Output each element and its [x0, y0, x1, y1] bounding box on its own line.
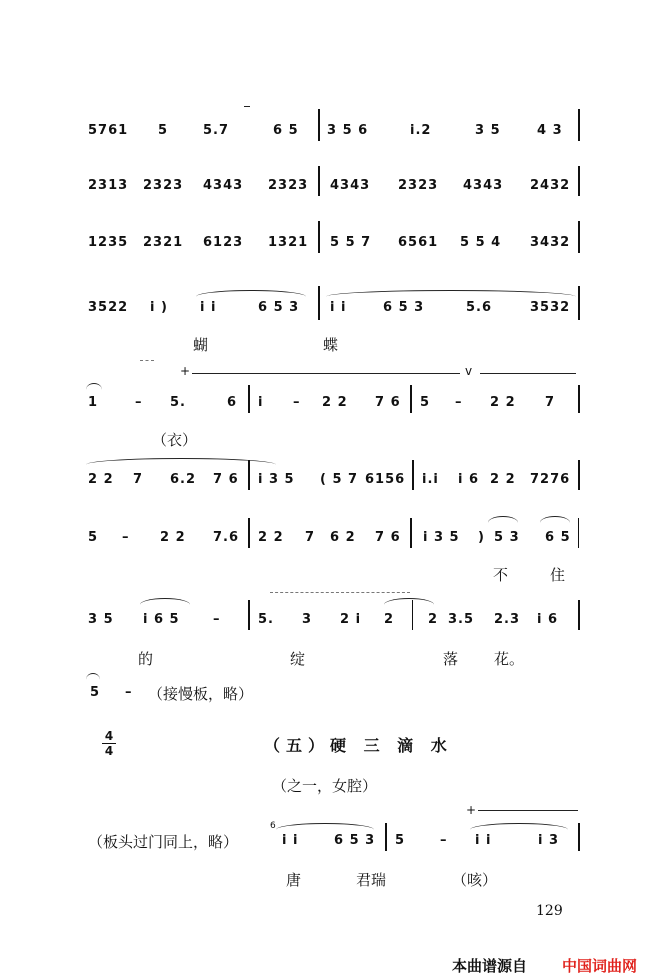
- note-group: 5.6: [466, 300, 493, 315]
- note-group: 3: [302, 612, 313, 627]
- note-group: –: [135, 395, 143, 410]
- note-group: 6 2: [330, 530, 356, 545]
- barline: [578, 166, 580, 196]
- note-group: 3 5 6: [327, 123, 369, 138]
- note-group: 3.5: [448, 612, 475, 627]
- note-group: 4343: [203, 178, 244, 193]
- barline: [578, 109, 580, 141]
- barline: [412, 600, 413, 630]
- slur-mark: [470, 823, 568, 831]
- note-group: i i: [475, 833, 492, 848]
- note-group: 7.6: [213, 530, 240, 545]
- note-group: 6 5 3: [383, 300, 425, 315]
- note-group: ): [478, 530, 485, 545]
- note-group: 2321: [143, 235, 184, 250]
- barline: [578, 518, 579, 548]
- note-group: 6: [227, 395, 238, 410]
- barline: [410, 518, 412, 548]
- note-group: 6.2: [170, 472, 197, 487]
- note-group: i ): [150, 300, 168, 315]
- note-group: 6 5: [273, 123, 299, 138]
- lyric: （咳）: [452, 871, 498, 889]
- note-group: 2323: [398, 178, 439, 193]
- note-group: 5.: [258, 612, 274, 627]
- note-group: 2 2: [88, 472, 114, 487]
- note-group: –: [440, 833, 448, 848]
- section-subtitle: （之一，女腔）: [272, 777, 378, 795]
- breath-mark: +: [466, 803, 477, 817]
- slur-mark: [86, 673, 100, 681]
- note-group: i 6: [458, 472, 480, 487]
- note-group: 5: [88, 530, 99, 545]
- note-group: 3532: [530, 300, 571, 315]
- lyric: 落: [443, 650, 459, 668]
- note-group: –: [455, 395, 463, 410]
- note-group: 2323: [143, 178, 184, 193]
- note-group: 7 6: [375, 530, 401, 545]
- score-row-5: [0, 395, 660, 449]
- lyric: 蝶: [323, 336, 339, 354]
- note-group: i 3 5: [423, 530, 460, 545]
- note-group: 4343: [330, 178, 371, 193]
- score-row-1: [0, 123, 660, 163]
- note-group: 1235: [88, 235, 129, 250]
- lyric: （衣）: [152, 431, 198, 449]
- note-group: –: [125, 685, 133, 700]
- score-row-6: [0, 472, 660, 512]
- note-group: 2: [384, 612, 395, 627]
- barline: [248, 518, 250, 548]
- extension-line: [478, 810, 578, 811]
- note-group: 2: [428, 612, 439, 627]
- note-group: 1321: [268, 235, 309, 250]
- barline: [318, 221, 320, 253]
- note-group: 6156: [365, 472, 406, 487]
- slur-mark: [384, 598, 434, 606]
- time-signature: [102, 730, 116, 757]
- note-group: 5.7: [203, 123, 230, 138]
- footer-site-link[interactable]: 中国词曲网: [562, 957, 638, 975]
- lyric: 住: [550, 566, 566, 584]
- slur-mark: [196, 290, 306, 298]
- note-group: 5.: [170, 395, 186, 410]
- note-group: i 6 5: [143, 612, 180, 627]
- note-group: 2 i: [340, 612, 362, 627]
- note-group: 2.3: [494, 612, 521, 627]
- barline: [412, 460, 414, 490]
- dash-mark: [270, 592, 410, 593]
- barline: [248, 385, 250, 413]
- lyric: 唐: [286, 871, 302, 889]
- note-group: 5: [420, 395, 431, 410]
- note-group: 1: [88, 395, 99, 410]
- lyric: 绽: [290, 650, 306, 668]
- dash-mark: [140, 360, 154, 361]
- note-group: 3432: [530, 235, 571, 250]
- barline: [318, 109, 320, 141]
- section-title: （五）硬 三 滴 水: [264, 736, 453, 755]
- note-group: i i: [200, 300, 217, 315]
- note-group: 6561: [398, 235, 439, 250]
- score-row-3: [0, 235, 660, 275]
- note-group: 5761: [88, 123, 129, 138]
- note-group: 2432: [530, 178, 571, 193]
- note-group: 2 2: [322, 395, 348, 410]
- note-group: 5 5 7: [330, 235, 372, 250]
- note-group: ( 5 7: [320, 472, 359, 487]
- note-group: i.i: [422, 472, 439, 487]
- note-group: 6123: [203, 235, 244, 250]
- note-group: 3 5: [475, 123, 501, 138]
- note-group: 5: [158, 123, 169, 138]
- lyric: 的: [138, 650, 154, 668]
- slur-mark: [276, 823, 374, 831]
- ink-mark: [244, 106, 250, 107]
- grace-note: 6: [270, 821, 276, 831]
- note-group: 2 2: [490, 472, 516, 487]
- note-group: 7 6: [375, 395, 401, 410]
- extension-line: [480, 373, 576, 374]
- score-row-9: [0, 685, 660, 725]
- slur-mark: [326, 290, 576, 298]
- note-group: 4 3: [537, 123, 563, 138]
- score-row-4: [0, 300, 660, 354]
- barline: [578, 286, 580, 320]
- note-group: –: [122, 530, 130, 545]
- barline: [318, 286, 320, 320]
- note-group: 2313: [88, 178, 129, 193]
- footer-source-text: 本曲谱源自: [452, 957, 528, 975]
- note-group: 7: [545, 395, 556, 410]
- barline: [248, 460, 250, 490]
- breath-mark: +: [180, 364, 191, 378]
- note-group: i 6: [537, 612, 559, 627]
- lyric: 蝴: [193, 336, 209, 354]
- note-group: –: [213, 612, 221, 627]
- barline: [578, 600, 580, 630]
- note-group: 3 5: [88, 612, 114, 627]
- slur-mark: [488, 516, 518, 524]
- note-group: 3522: [88, 300, 129, 315]
- note-group: i 3: [538, 833, 560, 848]
- note-group: 2 2: [160, 530, 186, 545]
- score-row-7: [0, 530, 660, 584]
- note-group: i 3 5: [258, 472, 295, 487]
- extension-line: [192, 373, 460, 374]
- note-group: 5 3: [494, 530, 520, 545]
- barline: [410, 385, 412, 413]
- score-row-2: [0, 178, 660, 218]
- time-signature-top: 4: [104, 729, 114, 743]
- lyric: 君瑞: [356, 871, 387, 889]
- note-group: 5: [395, 833, 406, 848]
- lyric: 花。: [494, 650, 525, 668]
- barline: [578, 823, 580, 851]
- note-group: i.2: [410, 123, 432, 138]
- note-group: 6 5 3: [258, 300, 300, 315]
- barline: [578, 385, 580, 413]
- breath-mark: v: [465, 364, 473, 378]
- note-group: 5: [90, 685, 101, 700]
- page-number: 129: [536, 903, 563, 919]
- note-group: 2 2: [490, 395, 516, 410]
- note-group: i i: [330, 300, 347, 315]
- score-row-8: [0, 612, 660, 668]
- intro-instruction: （板头过门同上，略）: [88, 833, 239, 851]
- note-group: 6 5: [545, 530, 571, 545]
- note-group: 7: [133, 472, 144, 487]
- barline: [385, 823, 387, 851]
- note-group: i i: [282, 833, 299, 848]
- barline: [248, 600, 250, 630]
- note-group: 2323: [268, 178, 309, 193]
- time-signature-bottom: 4: [104, 744, 114, 758]
- note-group: 7: [305, 530, 316, 545]
- note-group: 2 2: [258, 530, 284, 545]
- barline: [578, 221, 580, 253]
- note-group: 5 5 4: [460, 235, 502, 250]
- slur-mark: [540, 516, 570, 524]
- instruction-text: （接慢板，略）: [148, 685, 254, 703]
- note-group: 4343: [463, 178, 504, 193]
- note-group: 7 6: [213, 472, 239, 487]
- lyric: 不: [493, 566, 509, 584]
- slur-mark: [86, 383, 102, 391]
- note-group: 6 5 3: [334, 833, 376, 848]
- barline: [578, 460, 580, 490]
- slur-mark: [140, 598, 190, 606]
- section-score-row: [0, 821, 660, 889]
- note-group: –: [293, 395, 301, 410]
- barline: [318, 166, 320, 196]
- note-group: i: [258, 395, 264, 410]
- note-group: 7276: [530, 472, 571, 487]
